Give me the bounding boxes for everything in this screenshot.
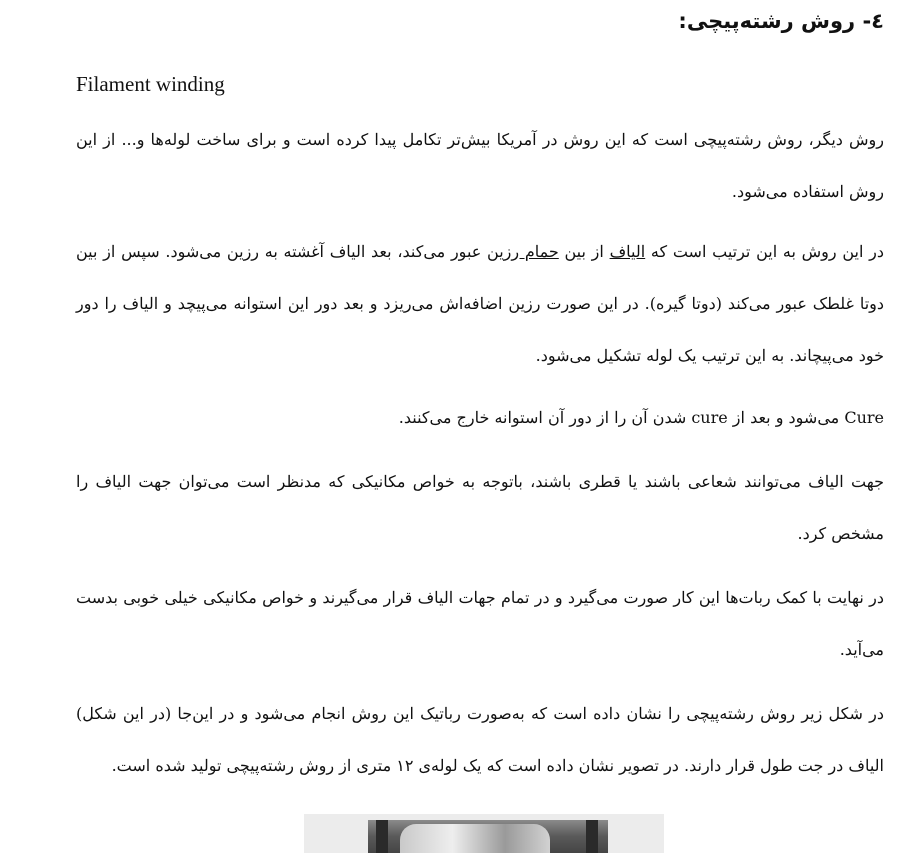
paragraph-1-text: روش دیگر، روش رشته‌پیچی است که این روش در آمریکا بیش‌تر تکامل پیدا کرده است و برای ساخت لوله‌ها و... از این روش استفاده می‌شود.	[76, 130, 884, 201]
paragraph-6-text: در شکل زیر روش رشته‌پیچی را نشان داده است که به‌صورت رباتیک این روش انجام می‌شود و در این‌جا (در این شکل) الیاف در جت طول قرار دارند. در تصویر نشان داده است که یک لوله‌ی ۱۲ متری از روش رشته‌پیچی تولید شده است.	[76, 704, 884, 775]
paragraph-5	[76, 572, 884, 676]
paragraph-1	[76, 114, 884, 218]
machine-frame-right	[586, 820, 598, 853]
paragraph-2-part-2: از بین	[558, 242, 610, 261]
section-heading: ٤- روش رشته‌پیچی:	[678, 9, 884, 33]
paragraph-2-part-3: عبور می‌کند، بعد الیاف آغشته به رزین می‌شود. سپس از بین دوتا غلطک عبور می‌کند (دوتا گیره). در این صورت رزین اضافه‌اش می‌ریزد و بعد دور این استوانه می‌پیچد و الیاف را دور خود می‌پیچاند. به این ترتیب یک لوله تشکیل می‌شود.	[76, 242, 885, 365]
underlined-term-fibers: الیاف	[609, 242, 646, 261]
paragraph-2	[76, 226, 884, 382]
winding-mandrel	[400, 824, 550, 853]
paragraph-3	[76, 392, 884, 444]
paragraph-6	[76, 688, 884, 792]
paragraph-2-part-1: در این روش به این ترتیب است که	[645, 242, 885, 261]
paragraph-4	[76, 456, 884, 560]
paragraph-4-text: جهت الیاف می‌توانند شعاعی باشند یا قطری باشند، باتوجه به خواص مکانیکی که مدنظر است می‌توان جهت الیاف را مشخص کرد.	[76, 472, 884, 543]
paragraph-3-text: Cure می‌شود و بعد از cure شدن آن را از دور آن استوانه خارج می‌کنند.	[398, 408, 884, 427]
english-subtitle: Filament winding	[76, 72, 225, 96]
paragraph-5-text: در نهایت با کمک ربات‌ها این کار صورت می‌گیرد و در تمام جهات الیاف قرار می‌گیرند و خواص مکانیکی خیلی خوبی بدست می‌آید.	[76, 588, 885, 659]
paragraph-2-text	[76, 226, 884, 382]
underlined-term-resin-bath: حمام رزین	[487, 242, 559, 261]
filament-winding-machine-photo	[304, 814, 664, 853]
machine-frame-left	[376, 820, 388, 853]
